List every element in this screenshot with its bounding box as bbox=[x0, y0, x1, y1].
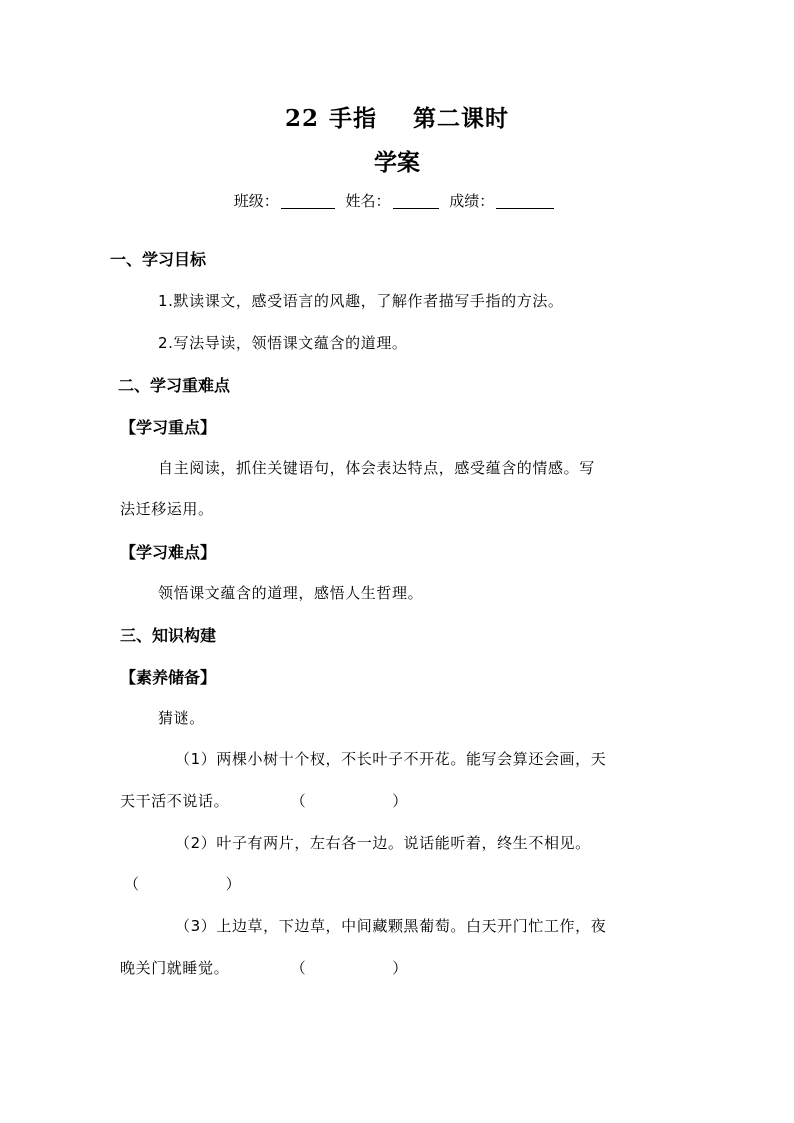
key-text-line-1: 自主阅读，抓住关键语句，体会表达特点，感受蕴含的情感。写 bbox=[158, 459, 595, 477]
score-blank[interactable] bbox=[496, 192, 554, 209]
page-title bbox=[0, 100, 794, 133]
answer-blank-2[interactable]: （ ） bbox=[124, 875, 242, 893]
riddle-1-line-1: （1）两棵小树十个杈，不长叶子不开花。能写会算还会画，天 bbox=[175, 750, 607, 768]
riddle-intro: 猜谜。 bbox=[158, 709, 205, 727]
riddle-1-text: 天干活不说话。 bbox=[120, 792, 230, 810]
student-info-line bbox=[0, 190, 794, 211]
class-label: 班级： bbox=[233, 192, 279, 210]
name-label: 姓名： bbox=[345, 192, 391, 210]
section-heading-knowledge: 三、知识构建 bbox=[120, 626, 217, 645]
lesson-session: 第二课时 bbox=[413, 105, 509, 132]
riddle-1-line-2 bbox=[120, 790, 408, 811]
subheading-prep: 【素养储备】 bbox=[120, 668, 217, 687]
riddle-3-line-2 bbox=[120, 957, 408, 978]
class-blank[interactable] bbox=[281, 192, 335, 209]
lesson-name: 手指 bbox=[329, 105, 377, 132]
key-text-line-2: 法迁移运用。 bbox=[120, 500, 214, 518]
section-heading-goals: 一、学习目标 bbox=[110, 250, 207, 269]
name-blank[interactable] bbox=[393, 192, 439, 209]
page-subtitle: 学案 bbox=[374, 149, 420, 176]
answer-blank-3[interactable]: （ ） bbox=[290, 959, 408, 977]
section-heading-key-points: 二、学习重难点 bbox=[118, 376, 231, 395]
difficult-text: 领悟课文蕴含的道理，感悟人生哲理。 bbox=[158, 584, 424, 602]
lesson-number: 22 bbox=[284, 105, 319, 132]
goal-item-2: 2.写法导读，领悟课文蕴含的道理。 bbox=[158, 334, 408, 352]
riddle-3-text: 晚关门就睡觉。 bbox=[120, 959, 230, 977]
goal-item-1: 1.默读课文，感受语言的风趣，了解作者描写手指的方法。 bbox=[158, 292, 564, 310]
riddle-3-line-1: （3）上边草，下边草，中间藏颗黑葡萄。白天开门忙工作，夜 bbox=[175, 917, 607, 935]
riddle-2-line-1: （2）叶子有两片，左右各一边。说话能听着，终生不相见。 bbox=[175, 834, 591, 852]
subheading-difficult: 【学习难点】 bbox=[120, 543, 217, 562]
score-label: 成绩： bbox=[449, 192, 495, 210]
subheading-key: 【学习重点】 bbox=[120, 418, 217, 437]
answer-blank-1[interactable]: （ ） bbox=[290, 792, 408, 810]
